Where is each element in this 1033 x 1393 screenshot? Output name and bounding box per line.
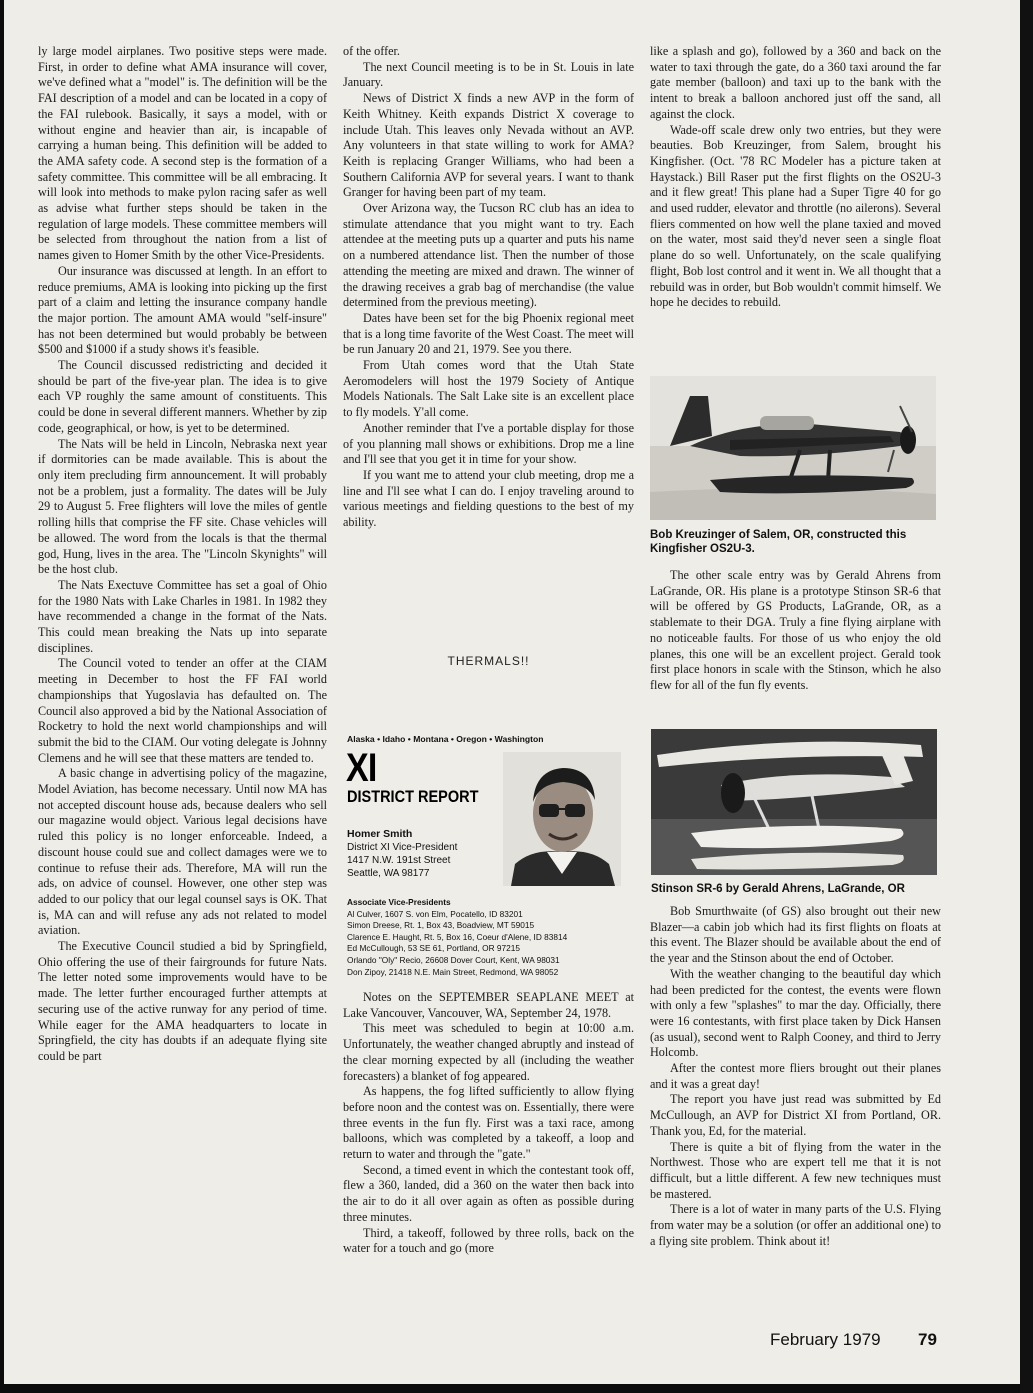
paragraph: of the offer. [343, 44, 400, 58]
assoc-heading: Associate Vice-Presidents [347, 897, 451, 907]
paragraph: The next Council meeting is to be in St. Louis in late January. [343, 59, 634, 90]
magazine-page [4, 0, 1020, 1384]
paragraph: Wade-off scale drew only two entries, but they were beauties. Bob Kreuzinger, from Salem, brought his Kingfisher. (Oct. '78 RC Modeler has a picture taken at Haystack.) Bill Raser put the first flights on the OS2U-3 and it flew great! This plane had a Super Tigre 40 for go and used rudder, elevator and throttle (no ailerons). Several fliers commented on how well the plane taxied and moved on the water, most said they'd never seen a single float plane do so well. Unfortunately, on the scale qualifying flight, Bob lost control and it went in. We all thought that a rebuild was in order, but Bob wouldn't commit himself. We hope he decides to rebuild. [650, 122, 941, 310]
paragraph: The Nats Exectuve Committee has set a goal of Ohio for the 1980 Nats with Lake Charles in 1981. In 1982 they have recommended a change in the format of the Nats. This could mean breaking the Nats up into separate disciplines. [38, 577, 327, 655]
paragraph: The Council voted to tender an offer at the CIAM meeting in December to host the FF FAI world championships that Yugoslavia has defaulted on. The Council also approved a bid by the National Association of Rocketry to hold the next world championships and will submit the bid to the CIAM. Our voting delegate is Johnny Clemens and he will see that these matters are tended to. [38, 656, 327, 765]
column-3-lower [650, 904, 941, 1324]
paragraph: Our insurance was discussed at length. In an effort to reduce premiums, AMA is looking into picking up the first part of a claim and letting the insurance company handle the major portion. The amount AMA would "self-insure" has not been determined but would probably be between $500 and $1000 if a study shows it's feasible. [38, 263, 327, 357]
issue-date: February 1979 [770, 1330, 881, 1349]
stinson-photo [651, 729, 937, 875]
vp-city: Seattle, WA 98177 [347, 868, 430, 879]
paragraph: Dates have been set for the big Phoenix regional meet that is a long time favorite of the West Coast. The meet will be run January 20 and 21, 1979. See you there. [343, 310, 634, 357]
photo-caption-stinson: Stinson SR-6 by Gerald Ahrens, LaGrande, OR [651, 883, 905, 895]
page-number: 79 [918, 1330, 937, 1349]
paragraph: Second, a timed event in which the contestant took off, flew a 360, landed, did a 360 on the water then back into the air to do it all over again as often as possible during three minutes. [343, 1162, 634, 1224]
kingfisher-photo [650, 376, 936, 520]
paragraph: News of District X finds a new AVP in the form of Keith Whitney. Keith expands District X coverage to include Utah. This leaves only Nevada without an AVP. Any volunteers in that state willing to work for AMA? Keith is replacing Granger Williams, who had been a Southern California AVP for several years. I want to thank Granger for having been part of my team. [343, 91, 634, 200]
paragraph: ly large model airplanes. Two positive steps were made. First, in order to define what AMA insurance will cover, we've defined what a "model" is. The definition will be the FAI description of a model and can be located in a copy of the FAI rulebook. Basically, it says a model, with or without engine and heavier than air, is incapable of carrying a human being. This definition will be added to the AMA safety code. A second step is the formation of a safety committee. This committee will be all embracing. It will look into methods to make pylon racing safer as well as advise what further steps should be taken in the regulation of large models. These committee members will be selected from throughout the nation from a list of names given to Homer Smith by the other Vice-Presidents. [38, 44, 327, 263]
thermals-signoff: THERMALS!! [447, 654, 530, 668]
column-3-middle [650, 568, 941, 726]
paragraph: Bob Smurthwaite (of GS) also brought out their new Blazer—a cabin job which had its first flights on floats at this event. The Blazer should be available about the end of the year and the Stinson about the end of October. [650, 904, 941, 966]
paragraph: Third, a takeoff, followed by three rolls, back on the water for a touch and go (more [343, 1225, 634, 1256]
paragraph: This meet was scheduled to begin at 10:00 a.m. Unfortunately, the weather changed abruptly and instead of the clear morning expected by all (including the weather forecasters) a blanket of fog appeared. [343, 1021, 634, 1083]
paragraph: The Executive Council studied a bid by Springfield, Ohio offering the use of their fairgrounds for future Nats. The letter noted some improvements would have to be made. The letter further encouraged further attempts at securing use of the active runway for any period of time. While eager for the AMA headquarters to locate in Springfield, the city has doubts if an adequate flying site could be part [38, 939, 327, 1063]
paragraph: There is a lot of water in many parts of the U.S. Flying from water may be a solution (or offer an additional one) to a flying site problem. Think about it! [650, 1202, 941, 1248]
paragraph: Over Arizona way, the Tucson RC club has an idea to stimulate attendance that you might want to try. Each attendee at the meeting puts up a quarter and puts his name on a numbered attendance list. Then the number of those attending the meeting are mixed and drawn. The winner of the drawing receives a grab bag of merchandise (the value determined from the previous meeting). [343, 201, 634, 310]
vp-street: 1417 N.W. 191st Street [347, 855, 451, 866]
column-2 [343, 44, 634, 744]
paragraph: Another reminder that I've a portable display for those of you planning mall shows or exhibitions. Drop me a line and I'll see that you get it in time for your show. [343, 420, 634, 467]
column-3 [650, 44, 941, 369]
paragraph: The report you have just read was submitted by Ed McCullough, an AVP for District XI from Portland, OR. Thank you, Ed, for the material. [650, 1092, 941, 1138]
vice-president-address [347, 828, 457, 880]
paragraph: The other scale entry was by Gerald Ahrens from LaGrande, OR. His plane is a prototype Stinson SR-6 that will be offered by GS Products, LaGrande, OR, as a stablemate to their DGA. Truly a fine flying airplane with no noticeable faults. For those of us who enjoy the old planes, this one will be an excellent project. Gerald took first place honors in scale with the Stinson, which he also flew for all of the fun fly events. [650, 568, 941, 692]
paragraph: The Council discussed redistricting and decided it should be part of the five-year plan. The idea is to give each VP roughly the same amount of constituents. This could be done in several different manners. Whether by zip code, geographical, or how, is yet to be determined. [38, 358, 327, 435]
associate-vps [347, 897, 637, 978]
paragraph: Notes on the SEPTEMBER SEAPLANE MEET at Lake Vancouver, Vancouver, WA, September 24, 1978. [343, 990, 634, 1020]
paragraph: A basic change in advertising policy of the magazine, Model Aviation, has become necessary. Until now MA has not accepted discount house ads, because dealers who sell our magazine would object. Various legal decisions have ruled this policy is no longer enforceable. Indeed, a discount house could sue and collect damages were we to continue to refuse their ads. Therefore, MA will run the ads, on advice of counsel. However, one other step was added to our policy that our legal counsel says is OK. That is, MA can and will refuse any ads not related to model aviation. [38, 766, 327, 938]
vp-portrait-photo [503, 752, 621, 886]
vp-role: District XI Vice-President [347, 842, 458, 853]
column-2-lower [343, 990, 634, 1335]
scan-edge [1020, 0, 1033, 1393]
paragraph: If you want me to attend your club meeting, drop me a line and I'll see what I can do. I enjoy traveling around to various meetings and fielding questions to the best of my ability. [343, 467, 634, 530]
assoc-vp: Ed McCullough, 53 SE 61, Portland, OR 97215 [347, 943, 520, 954]
paragraph: There is quite a bit of flying from the water in the Northwest. Those who are expert tell me that it is not difficult, but a little different. A few new techniques must be mastered. [650, 1139, 941, 1201]
photo-caption-kingfisher: Bob Kreuzinger of Salem, OR, constructed this Kingfisher OS2U-3. [650, 529, 907, 555]
district-report-title: DISTRICT REPORT [347, 788, 479, 806]
assoc-vp: Don Zipoy, 21418 N.E. Main Street, Redmond, WA 98052 [347, 966, 559, 977]
assoc-vp: Orlando "Oly" Recio, 26608 Dover Court, Kent, WA 98031 [347, 954, 560, 965]
district-states: Alaska • Idaho • Montana • Oregon • Washington [347, 734, 544, 744]
assoc-vp: Al Culver, 1607 S. von Elm, Pocatello, ID 83201 [347, 908, 523, 919]
paragraph: As happens, the fog lifted sufficiently to allow flying before noon and the contest was on. Essentially, there were three events in the fun fly. First was a taxi race, among balloons, which was completed by a takeoff, a loop and return to water and through the "gate." [343, 1084, 634, 1162]
assoc-vp: Simon Dreese, Rt. 1, Box 43, Boadview, MT 59015 [347, 920, 535, 931]
paragraph: The Nats will be held in Lincoln, Nebraska next year if dormitories can be made available. This is about the only item precluding firm announcement. It will probably not be a problem, just a formality. The dates will be July 29 to August 5. Free flighters will love the miles of gentle rolling hills that comprise the FF site. Chase vehicles will be allowed. The word from the locals is that the thermal god, Hung, lives in the area. The "Lincoln Skynights" will be the host club. [38, 436, 327, 577]
district-number: XI [346, 746, 377, 790]
paragraph: With the weather changing to the beautiful day which had been predicted for the contest, the events were flown with only a few "splashes" to mar the day. Officially, there were 16 contestants, with first place taken by Dick Hansen (as usual), second went to Ralph Cooney, and third to Jerry Holcomb. [650, 966, 941, 1060]
vp-name: Homer Smith [347, 828, 413, 840]
column-1 [38, 44, 327, 1334]
paragraph: From Utah comes word that the Utah State Aeromodelers will host the 1979 Society of Antique Models Nationals. The Salt Lake site is an excellent place to fly models. Y'all come. [343, 358, 634, 420]
paragraph: like a splash and go), followed by a 360 and back on the water to taxi through the gate, do a 360 taxi around the far gate member (balloon) and taxi up to the bank with the intent to break a balloon anchored just off the sand, all against the clock. [650, 44, 941, 121]
paragraph: After the contest more fliers brought out their planes and it was a great day! [650, 1061, 941, 1091]
assoc-vp: Clarence E. Haught, Rt. 5, Box 16, Coeur d'Alene, ID 83814 [347, 931, 568, 942]
